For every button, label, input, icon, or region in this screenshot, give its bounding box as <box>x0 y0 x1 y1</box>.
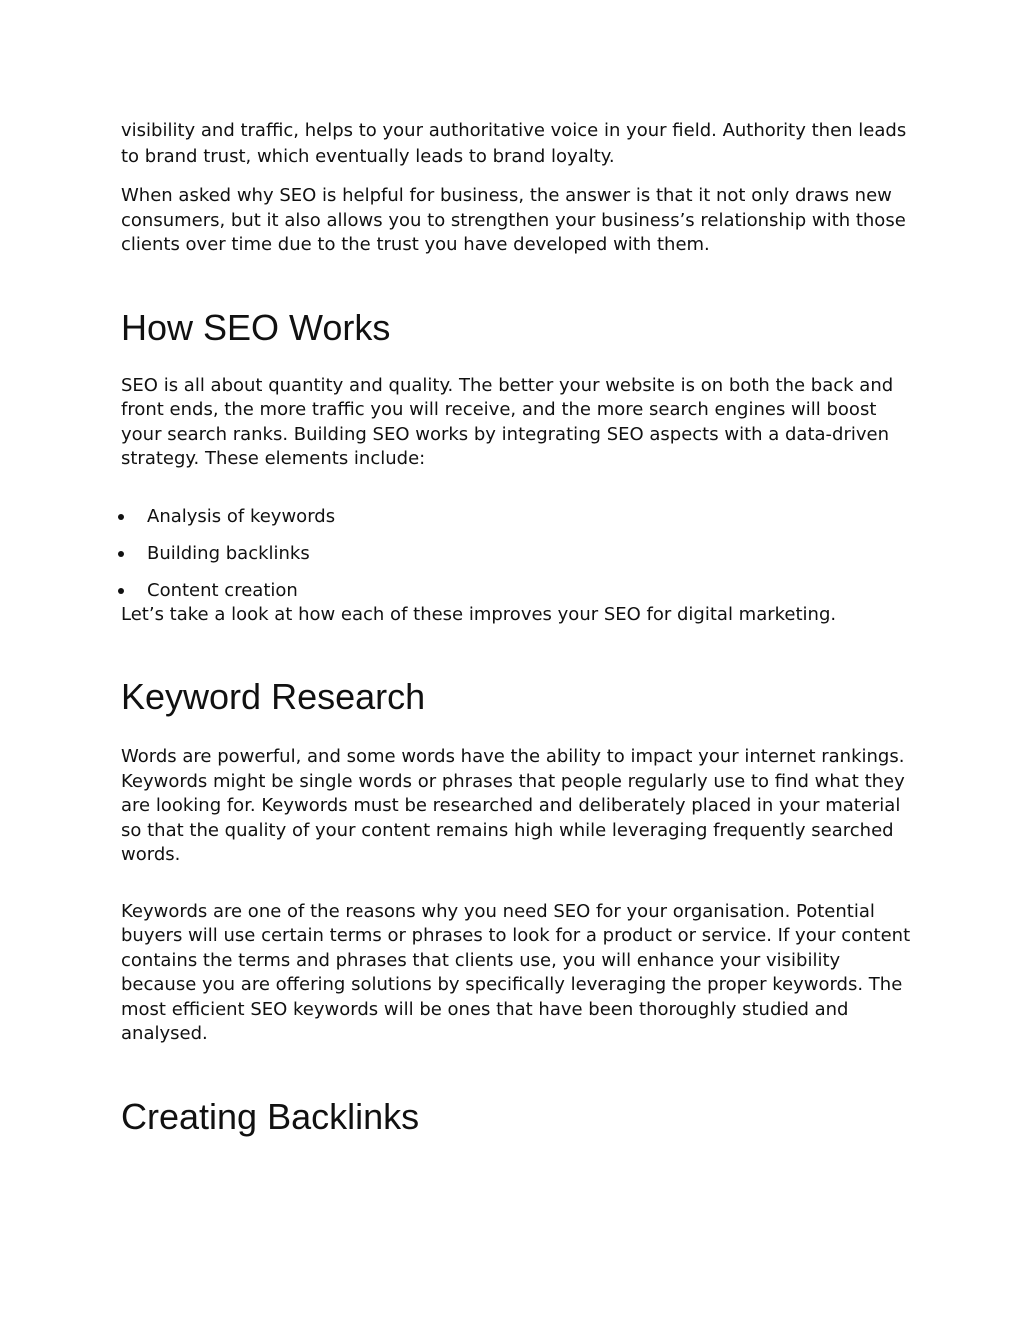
bullet-icon <box>118 588 124 594</box>
how-seo-works-paragraph: SEO is all about quantity and quality. The better your website is on both the back and front ends, the more traffic you will receive, and the more search engines will boost your search ranks. Building SEO works by integrating SEO aspects with a data-driven strategy. These elements include: <box>121 374 894 469</box>
intro-paragraph-1: visibility and traffic, helps to your authoritative voice in your field. Authority then leads to brand trust, which eventually leads to brand loyalty. <box>121 120 907 167</box>
list-item <box>121 541 911 566</box>
list-item <box>121 504 911 529</box>
heading-keyword-research: Keyword Research <box>121 676 426 717</box>
keyword-research-paragraph-2: Keywords are one of the reasons why you need SEO for your organisation. Potential buyers will use certain terms or phrases to look for a product or service. If your content contains the terms and phrases that clients use, you will enhance your visibility because you are offering solutions by specifically leveraging the proper keywords. The most efficient SEO keywords will be ones that have been thoroughly studied and analysed. <box>121 900 911 1044</box>
list-item <box>121 578 911 603</box>
bullet-icon <box>118 551 124 557</box>
document-page <box>121 118 911 1137</box>
heading-how-seo-works: How SEO Works <box>121 306 391 348</box>
heading-creating-backlinks: Creating Backlinks <box>121 1095 420 1137</box>
bullet-icon <box>118 514 124 520</box>
list-item-label: Building backlinks <box>147 542 310 564</box>
elements-list <box>121 504 911 603</box>
list-item-label: Content creation <box>147 579 298 601</box>
keyword-research-paragraph-1: Words are powerful, and some words have the ability to impact your internet rankings. Keywords might be single words or phrases that people regularly use to find what they are looking for. Keywords must be researched and deliberately placed in your material so that the quality of your content remains high while leveraging frequently searched words. <box>121 746 905 865</box>
followup-paragraph: Let’s take a look at how each of these improves your SEO for digital marketing. <box>121 603 837 625</box>
list-item-label: Analysis of keywords <box>147 505 336 527</box>
intro-paragraph-2: When asked why SEO is helpful for business, the answer is that it not only draws new consumers, but it also allows you to strengthen your business’s relationship with those clients over time due to the trust you have developed with them. <box>121 185 906 255</box>
